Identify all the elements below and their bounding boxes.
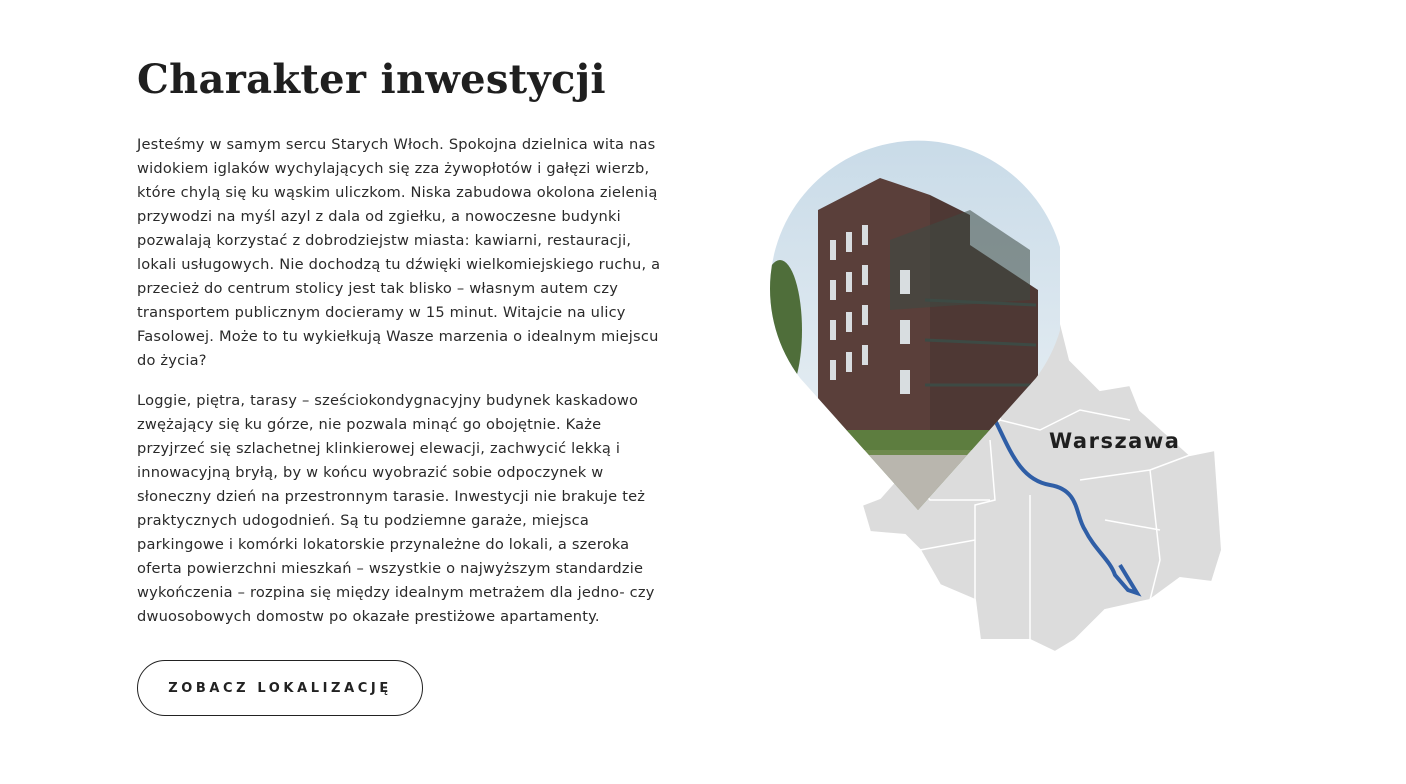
- paragraph-line: wykończenia – rozpina się między idealnym metrażem dla jedno- czy: [137, 584, 655, 601]
- paragraph-line: które chylą się ku wąskim uliczkom. Niska zabudowa okolona zielenią: [137, 184, 658, 201]
- paragraph-line: przyjrzeć się szlachetnej klinkierowej elewacji, zachwycić lekką i: [137, 440, 621, 457]
- paragraph-line: pozwalają korzystać z dobrodziejstw miasta: kawiarni, restauracji,: [137, 232, 632, 249]
- paragraph-line: transportem publicznym docieramy w 15 minut. Witajcie na ulicy: [137, 304, 626, 321]
- warsaw-map-illustration: [760, 140, 1230, 660]
- paragraph-line: oferta powierzchni mieszkań – wszystkie o najwyższym standardzie: [137, 560, 644, 577]
- paragraph-line: zwężający się ku górze, nie pozwala minąć go obojętnie. Każe: [137, 416, 602, 433]
- paragraph-line: Jesteśmy w samym sercu Starych Włoch. Spokojna dzielnica wita nas: [137, 136, 656, 153]
- paragraph-line: widokiem iglaków wychylających się zza żywopłotów i gałęzi wierzb,: [137, 160, 650, 177]
- paragraph-line: słoneczny dzień na przestronnym tarasie. Inwestycji nie brakuje też: [137, 488, 646, 505]
- paragraph-line: przywodzi na myśl azyl z dala od zgiełku, a nowoczesne budynki: [137, 208, 621, 225]
- paragraph-line: do życia?: [137, 352, 207, 369]
- paragraph-line: dwuosobowych domostw po okazałe prestiżowe apartamenty.: [137, 608, 600, 625]
- section-title: Charakter inwestycji: [137, 56, 606, 103]
- paragraph-line: Fasolowej. Może to tu wykiełkują Wasze marzenia o idealnym miejscu: [137, 328, 659, 345]
- paragraph-line: innowacyjną bryłą, by w końcu wyobrazić sobie odpoczynek w: [137, 464, 604, 481]
- paragraph-line: parkingowe i komórki lokatorskie przynależne do lokali, a szeroka: [137, 536, 630, 553]
- description-paragraph-2: [137, 389, 655, 629]
- see-location-button[interactable]: ZOBACZ LOKALIZACJĘ: [137, 660, 423, 716]
- paragraph-line: praktycznych udogodnień. Są tu podziemne garaże, miejsca: [137, 512, 590, 529]
- paragraph-line: przecież do centrum stolicy jest tak blisko – własnym autem czy: [137, 280, 619, 297]
- paragraph-line: lokali usługowych. Nie dochodzą tu dźwięki wielkomiejskiego ruchu, a: [137, 256, 661, 273]
- map-city-label: Warszawa: [1049, 429, 1181, 453]
- paragraph-line: Loggie, piętra, tarasy – sześciokondygnacyjny budynek kaskadowo: [137, 392, 639, 409]
- description-paragraph-1: [137, 133, 660, 373]
